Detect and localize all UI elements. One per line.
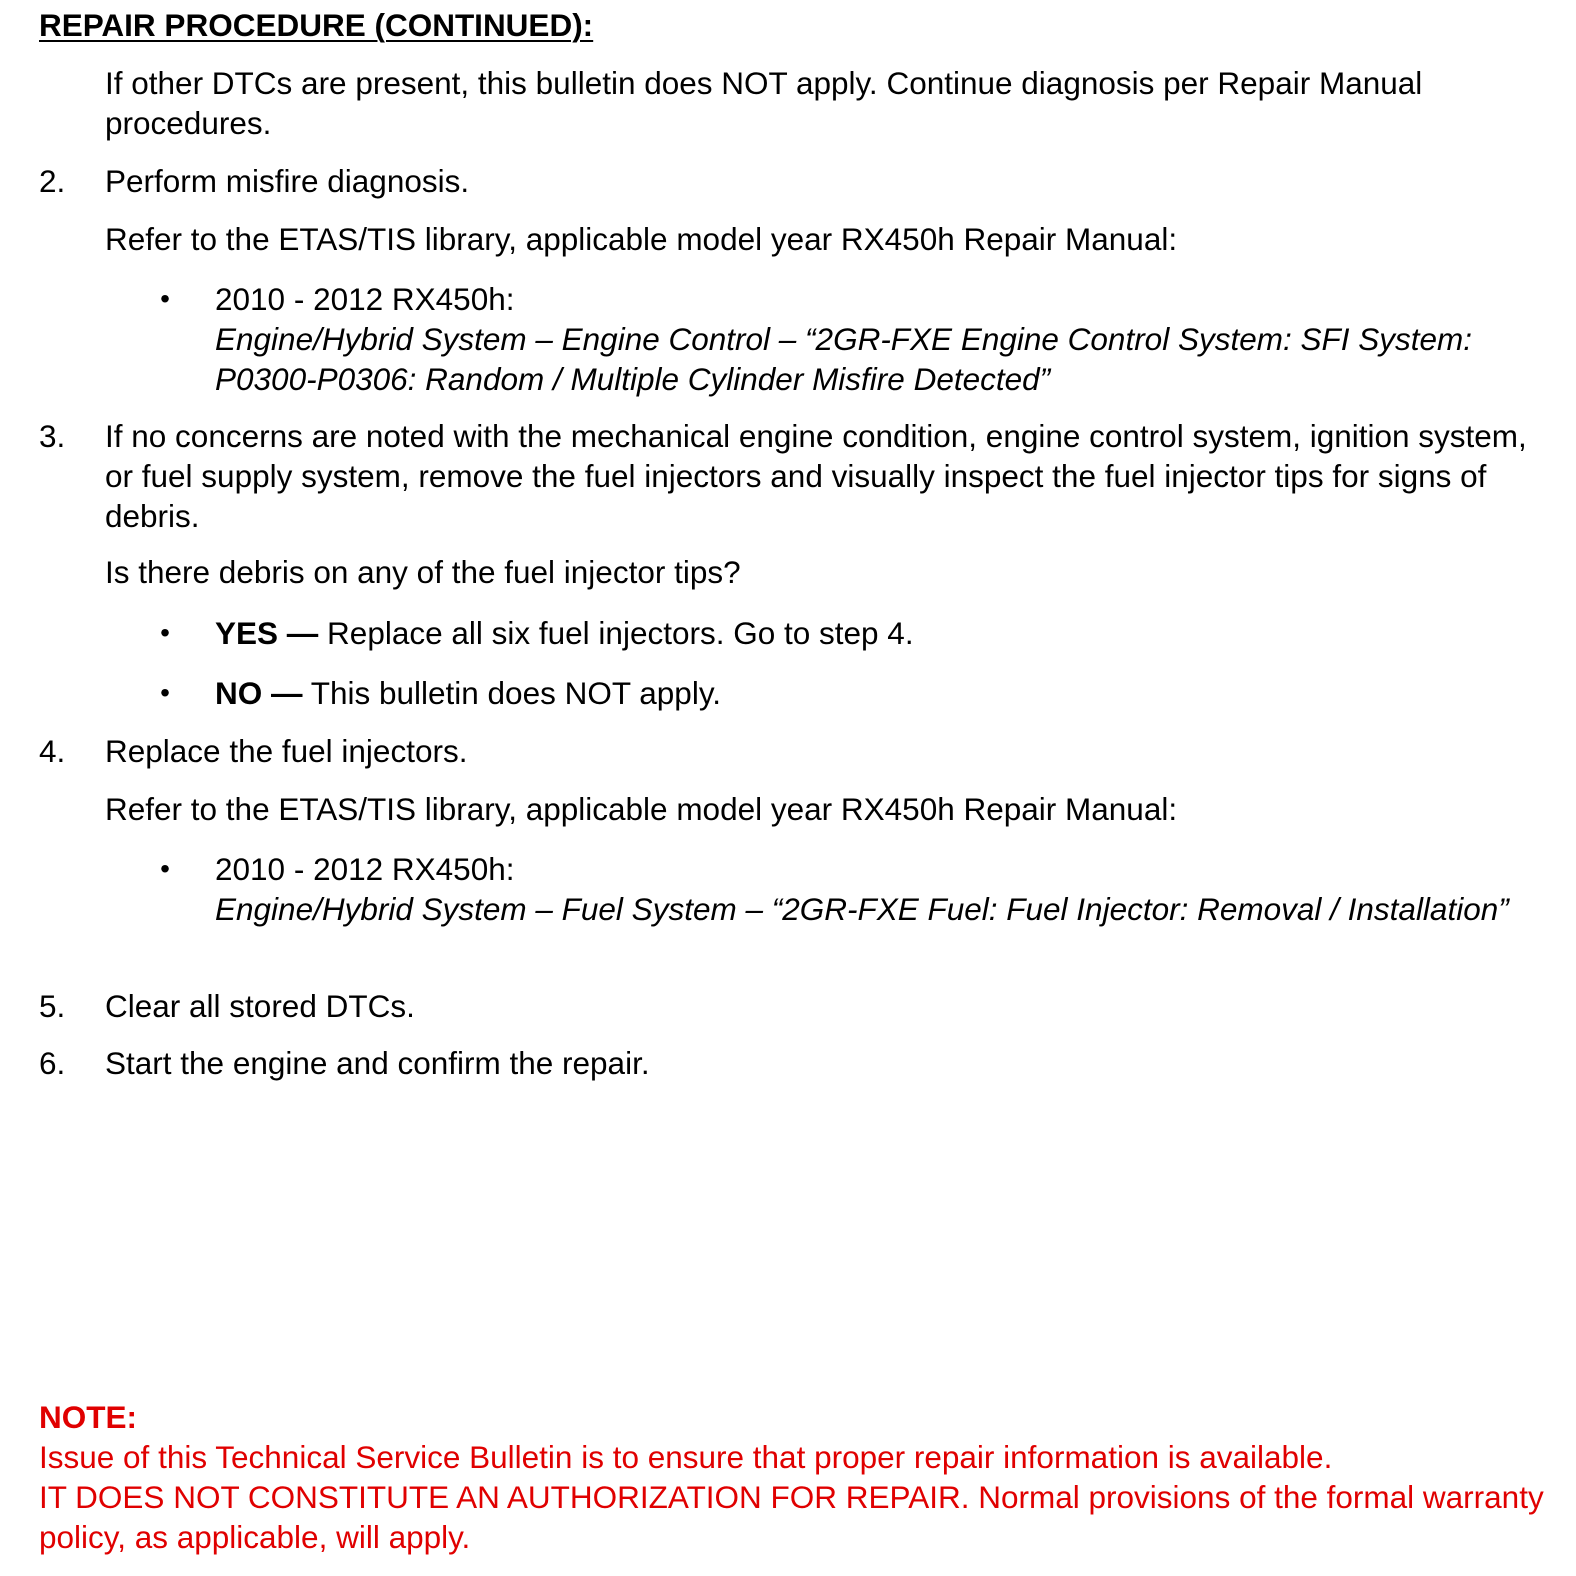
note-title: NOTE: bbox=[39, 1399, 137, 1435]
note-line-1: Issue of this Technical Service Bulletin is to ensure that proper repair information is available. bbox=[39, 1439, 1333, 1475]
bullet-content bbox=[215, 673, 1550, 713]
bullet-icon: • bbox=[160, 853, 170, 884]
step-2 bbox=[39, 161, 1549, 201]
no-label: NO — bbox=[215, 675, 303, 711]
step-3-question: Is there debris on any of the fuel injector tips? bbox=[105, 554, 741, 590]
step-2-bullet bbox=[155, 279, 1550, 399]
bullet-content bbox=[215, 279, 1550, 399]
step-text: If no concerns are noted with the mechanical engine condition, engine control system, ignition system, or fuel supply system, remove the fuel injectors and visually inspect the fuel injector tips for signs of debris. bbox=[105, 418, 1527, 534]
step-number: 3. bbox=[39, 418, 66, 454]
no-bullet bbox=[155, 673, 1550, 713]
section-heading: REPAIR PROCEDURE (CONTINUED): bbox=[39, 7, 594, 43]
step-5 bbox=[39, 986, 1549, 1026]
step-text: Clear all stored DTCs. bbox=[105, 988, 415, 1024]
warranty-note bbox=[39, 1397, 1554, 1557]
note-line-2: IT DOES NOT CONSTITUTE AN AUTHORIZATION FOR REPAIR. Normal provisions of the formal warranty policy, as applicable, will apply. bbox=[39, 1479, 1544, 1555]
step-text: Start the engine and confirm the repair. bbox=[105, 1045, 650, 1081]
step-6 bbox=[39, 1043, 1549, 1083]
step-4 bbox=[39, 731, 1549, 771]
yes-text: Replace all six fuel injectors. Go to step 4. bbox=[318, 615, 914, 651]
bullet-content bbox=[215, 613, 1550, 653]
step-text: Perform misfire diagnosis. bbox=[105, 163, 470, 199]
step-2-refer: Refer to the ETAS/TIS library, applicable model year RX450h Repair Manual: bbox=[105, 221, 1178, 257]
bullet-icon: • bbox=[160, 617, 170, 648]
manual-path: Engine/Hybrid System – Fuel System – “2GR-FXE Fuel: Fuel Injector: Removal / Installation” bbox=[215, 891, 1509, 927]
no-text: This bulletin does NOT apply. bbox=[302, 675, 721, 711]
bullet-title: 2010 - 2012 RX450h: bbox=[215, 281, 515, 317]
step-3 bbox=[39, 416, 1549, 536]
step-number: 6. bbox=[39, 1045, 66, 1081]
bullet-content bbox=[215, 849, 1550, 929]
step-number: 5. bbox=[39, 988, 66, 1024]
yes-label: YES — bbox=[215, 615, 319, 651]
step-4-refer: Refer to the ETAS/TIS library, applicable model year RX450h Repair Manual: bbox=[105, 791, 1178, 827]
manual-path: Engine/Hybrid System – Engine Control – “2GR-FXE Engine Control System: SFI System: P0300-P0306: Random / Multiple Cylinder Misfire Detected” bbox=[215, 321, 1473, 397]
bullet-icon: • bbox=[160, 677, 170, 708]
step-number: 4. bbox=[39, 733, 66, 769]
bullet-title: 2010 - 2012 RX450h: bbox=[215, 851, 515, 887]
intro-paragraph: If other DTCs are present, this bulletin does NOT apply. Continue diagnosis per Repair Manual procedures. bbox=[105, 65, 1423, 141]
step-number: 2. bbox=[39, 163, 66, 199]
yes-bullet bbox=[155, 613, 1550, 653]
bullet-icon: • bbox=[160, 283, 170, 314]
step-4-bullet bbox=[155, 849, 1550, 969]
step-text: Replace the fuel injectors. bbox=[105, 733, 468, 769]
